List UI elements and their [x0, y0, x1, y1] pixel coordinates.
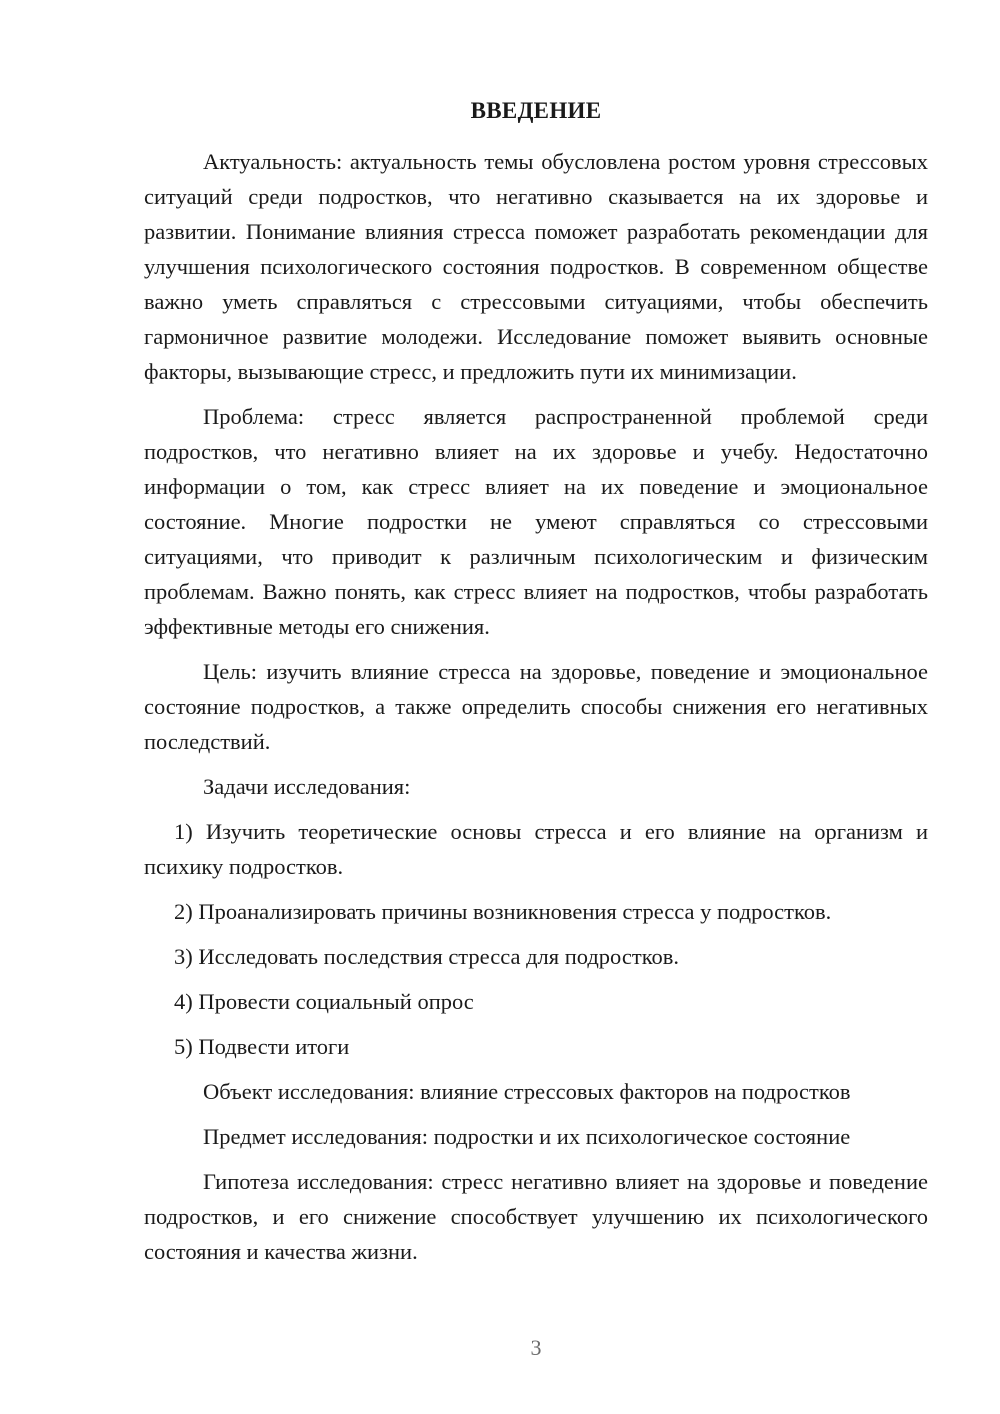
- task-item: 4) Провести социальный опрос: [174, 989, 474, 1014]
- task-item: 1) Изучить теоретические основы стресса и его влияние на организм и психику подростков.: [144, 819, 928, 879]
- paragraph-object: Объект исследования: влияние стрессовых факторов на подростков: [203, 1079, 851, 1104]
- page-number: 3: [530, 1335, 542, 1360]
- paragraph-hypothesis: Гипотеза исследования: стресс негативно влияет на здоровье и поведение подростков, и его снижение способствует улучшению их психологического состояния и качества жизни.: [144, 1169, 928, 1264]
- paragraph-relevance: Актуальность: актуальность темы обусловлена ростом уровня стрессовых ситуаций среди подростков, что негативно сказывается на их здоровье и развитии. Понимание влияния стресса поможет разработать рекомендации для улучшения психологического состояния подростков. В современном обществе важно уметь справляться с стрессовыми ситуациями, чтобы обеспечить гармоничное развитие молодежи. Исследование поможет выявить основные факторы, вызывающие стресс, и предложить пути их минимизации.: [144, 149, 928, 384]
- document-body: [144, 144, 928, 1269]
- paragraph-goal: Цель: изучить влияние стресса на здоровье, поведение и эмоциональное состояние подростков, а также определить способы снижения его негативных последствий.: [144, 659, 928, 754]
- task-item: 5) Подвести итоги: [174, 1034, 350, 1059]
- document-page: [144, 0, 928, 1414]
- task-item: 2) Проанализировать причины возникновения стресса у подростков.: [174, 899, 832, 924]
- page-title: ВВЕДЕНИЕ: [470, 98, 602, 123]
- paragraph-problem: Проблема: стресс является распространенной проблемой среди подростков, что негативно влияет на их здоровье и учебу. Недостаточно информации о том, как стресс влияет на их поведение и эмоциональное состояние. Многие подростки не умеют справляться со стрессовыми ситуациями, что приводит к различным психологическим и физическим проблемам. Важно понять, как стресс влияет на подростков, чтобы разработать эффективные методы его снижения.: [144, 404, 928, 639]
- paragraph-tasks-heading: Задачи исследования:: [203, 774, 411, 799]
- task-item: 3) Исследовать последствия стресса для подростков.: [174, 944, 679, 969]
- paragraph-subject: Предмет исследования: подростки и их психологическое состояние: [203, 1124, 851, 1149]
